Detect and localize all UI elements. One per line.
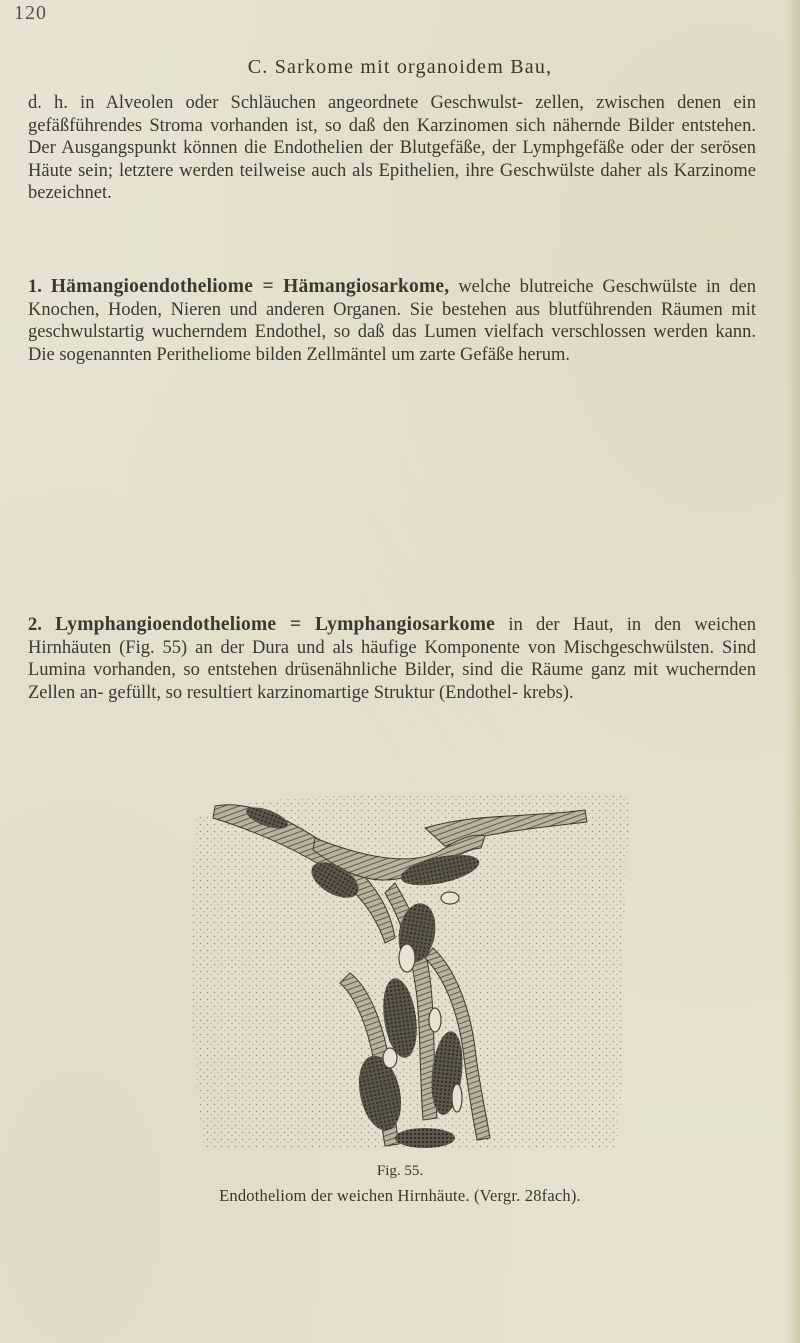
section-2-term: Lymphangioendotheliome = Lymphangiosarkome bbox=[55, 614, 496, 635]
intro-paragraph bbox=[28, 92, 756, 205]
section-1-number: 1. bbox=[28, 277, 42, 297]
micrograph-figure bbox=[185, 788, 635, 1154]
section-2-paragraph bbox=[28, 614, 756, 704]
section-1-term: Hämangioendotheliome = Hämangiosarkome, bbox=[50, 276, 450, 297]
section-1-text: welche blutreiche Geschwülste in den Knochen, Hoden, Nieren und anderen Organen. Sie bestehen aus blutführenden Räumen mit geschwulstartig wucherndem Endothel, so daß das Lumen vielfach verschlossen werden kann. Die sogenannten Peritheliome bilden Zellmäntel um zarte Gefäße herum. bbox=[28, 277, 757, 365]
intro-text: d. h. in Alveolen oder Schläuchen angeordnete Geschwulst- zellen, zwischen denen ein gefäßführendes Stroma vorhanden ist, so daß den Karzinomen sich nähernde Bilder entstehen. Der Ausgangspunkt können die Endothelien der Blutgefäße, der Lymphgefäße oder der serösen Häute sein; letztere werden teilweise auch als Epithelien, ihre Geschwülste daher als Karzinome bezeichnet. bbox=[28, 93, 756, 203]
page-edge-shadow bbox=[786, 0, 800, 1343]
section-heading: C. Sarkome mit organoidem Bau, bbox=[247, 56, 553, 78]
figure-caption: Endotheliom der weichen Hirnhäute. (Vergr. 28fach). bbox=[219, 1186, 581, 1205]
page-number: 120 bbox=[14, 2, 47, 24]
figure-label: Fig. 55. bbox=[376, 1163, 424, 1179]
section-1-paragraph bbox=[28, 276, 756, 366]
section-2-number: 2. bbox=[28, 615, 42, 635]
section-2-text: in der Haut, in den weichen Hirnhäuten (Fig. 55) an der Dura und als häufige Komponente von Mischgeschwülsten. Sind Lumina vorhanden, so entstehen drüsenähnliche Bilder, sind die Räume ganz mit wuchernden Zellen an- gefüllt, so resultiert karzinomartige Struktur (Endothel- krebs). bbox=[28, 615, 757, 703]
